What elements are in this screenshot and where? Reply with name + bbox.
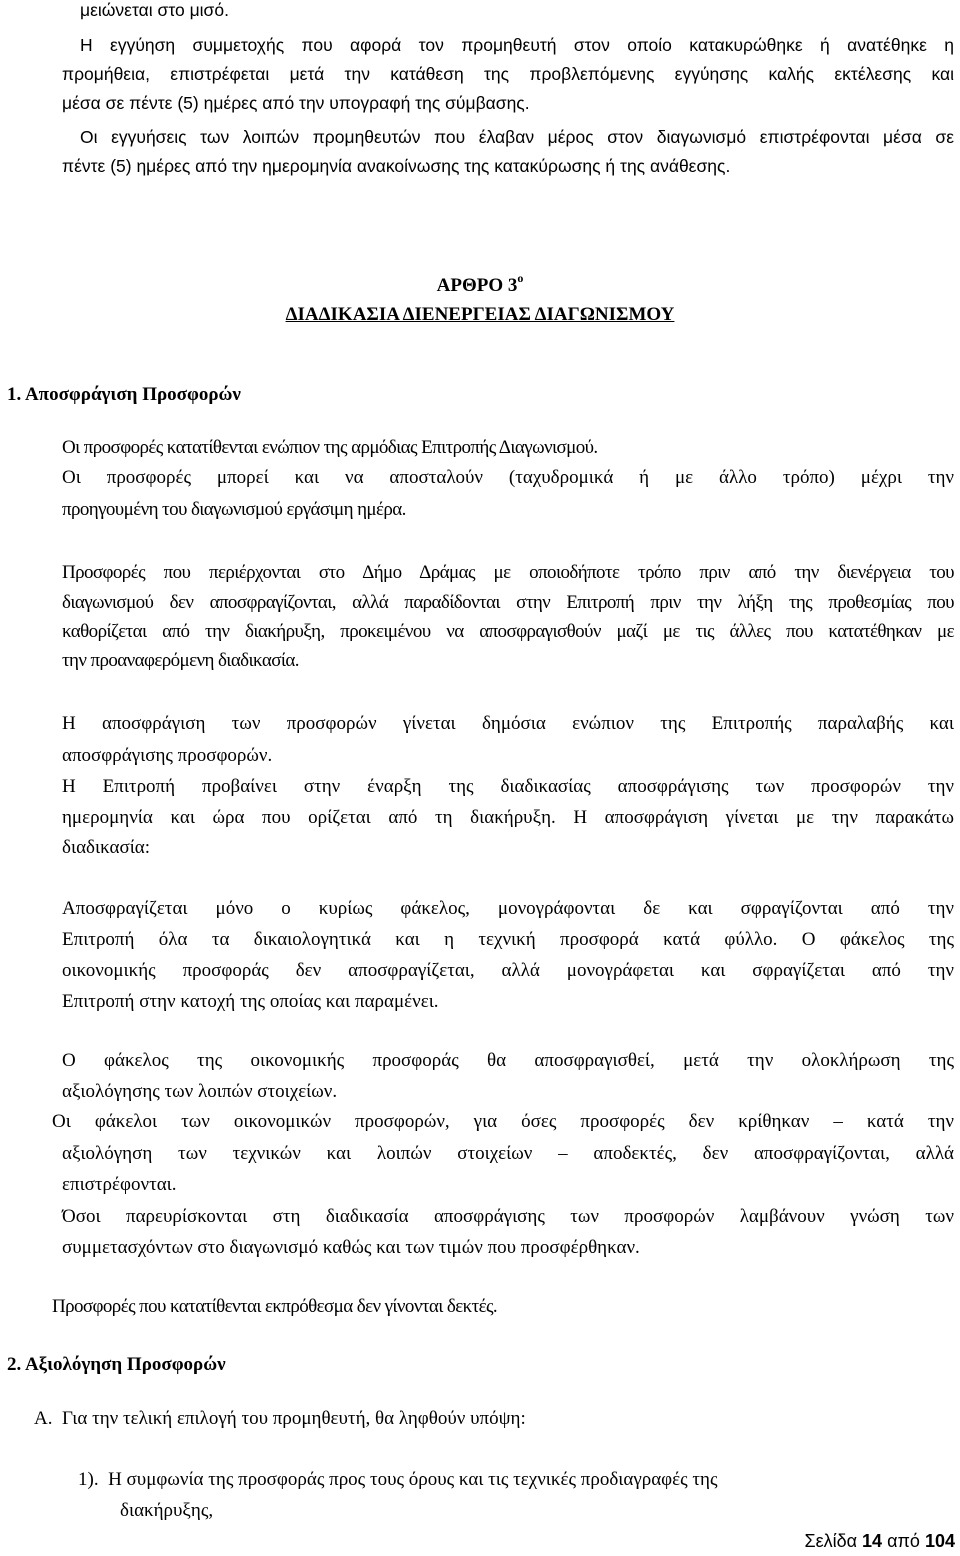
paragraph: διαγωνισμού δεν αποσφραγίζονται, αλλά παραδίδονται στην Επιτροπή πριν την λήξη της προθεσμίας που bbox=[62, 592, 954, 613]
total-pages: 104 bbox=[924, 1531, 955, 1551]
paragraph: αξιολόγησης των λοιπών στοιχείων. bbox=[62, 1081, 338, 1102]
paragraph: οικονομικής προσφοράς δεν αποσφραγίζεται, αλλά μονογράφεται και σφραγίζεται από την bbox=[62, 960, 954, 981]
paragraph: Επιτροπή όλα τα δικαιολογητικά και η τεχνική προσφορά κατά φύλλο. Ο φάκελος της bbox=[62, 929, 954, 950]
list-item: 1). Η συμφωνία της προσφοράς προς τους όρους και τις τεχνικές προδιαγραφές της bbox=[78, 1469, 718, 1490]
article-number bbox=[0, 271, 960, 301]
page-of-label: από bbox=[887, 1531, 920, 1551]
section-heading: 2. Αξιολόγηση Προσφορών bbox=[7, 1354, 226, 1375]
text-line: προμήθεια, επιστρέφεται μετά την κατάθεση της προβλεπόμενης εγγύησης καλής εκτέλεσης και bbox=[62, 64, 954, 84]
paragraph: αποσφράγισης προσφορών. bbox=[62, 745, 273, 766]
paragraph: συμμετασχόντων στο διαγωνισμό καθώς και των τιμών που προσφέρθηκαν. bbox=[62, 1237, 640, 1258]
paragraph: ημερομηνία και ώρα που ορίζεται από τη διακήρυξη. Η αποσφράγιση γίνεται με την παρακάτω bbox=[62, 807, 954, 828]
current-page: 14 bbox=[862, 1531, 883, 1551]
section-heading: 1. Αποσφράγιση Προσφορών bbox=[7, 384, 241, 405]
text-line: μειώνεται στο μισό. bbox=[80, 0, 229, 20]
paragraph: Όσοι παρευρίσκονται στη διαδικασία αποσφράγισης των προσφορών λαμβάνουν γνώση των bbox=[62, 1206, 954, 1227]
paragraph: Ο φάκελος της οικονομικής προσφοράς θα αποσφραγισθεί, μετά την ολοκλήρωση της bbox=[62, 1050, 954, 1071]
paragraph: αξιολόγηση των τεχνικών και λοιπών στοιχείων – αποδεκτές, δεν αποσφραγίζονται, αλλά bbox=[62, 1143, 954, 1164]
paragraph: Η αποσφράγιση των προσφορών γίνεται δημόσια ενώπιον της Επιτροπής παραλαβής και bbox=[62, 713, 954, 734]
page-label: Σελίδα bbox=[804, 1531, 858, 1551]
text-line: μέσα σε πέντε (5) ημέρες από την υπογραφή της σύμβασης. bbox=[62, 93, 530, 113]
article-title: ΔΙΑΔΙΚΑΣΙΑ ΔΙΕΝΕΡΓΕΙΑΣ ΔΙΑΓΩΝΙΣΜΟΥ bbox=[285, 304, 675, 325]
paragraph: Οι προσφορές κατατίθενται ενώπιον της αρμόδιας Επιτροπής Διαγωνισμού. bbox=[62, 437, 598, 458]
paragraph: προηγουμένη του διαγωνισμού εργάσιμη ημέρα. bbox=[62, 499, 406, 520]
paragraph: καθορίζεται από την διακήρυξη, προκειμένου να αποσφραγισθούν μαζί με τις άλλες που κατατέθηκαν με bbox=[62, 621, 954, 642]
paragraph: Επιτροπή στην κατοχή της οποίας και παραμένει. bbox=[62, 991, 439, 1012]
text-line: Η εγγύηση συμμετοχής που αφορά τον προμηθευτή στον οποίο κατακυρώθηκε ή ανατέθηκε η bbox=[80, 35, 954, 55]
paragraph: διαδικασία: bbox=[62, 837, 151, 858]
paragraph: επιστρέφονται. bbox=[62, 1174, 177, 1195]
list-intro: Α. Για την τελική επιλογή του προμηθευτή, θα ληφθούν υπόψη: bbox=[34, 1408, 526, 1429]
paragraph: Προσφορές που περιέρχονται στο Δήμο Δράμας με οποιοδήποτε τρόπο πριν από την διενέργεια του bbox=[62, 562, 954, 583]
paragraph: Η Επιτροπή προβαίνει στην έναρξη της διαδικασίας αποσφράγισης των προσφορών την bbox=[62, 776, 954, 797]
paragraph: Οι φάκελοι των οικονομικών προσφορών, για όσες προσφορές δεν κρίθηκαν – κατά την bbox=[52, 1111, 954, 1132]
paragraph: Οι προσφορές μπορεί και να αποσταλούν (ταχυδρομικά ή με άλλο τρόπο) μέχρι την bbox=[62, 467, 954, 488]
article-number-superscript: ο bbox=[517, 270, 524, 285]
paragraph: Προσφορές που κατατίθενται εκπρόθεσμα δεν γίνονται δεκτές. bbox=[52, 1296, 498, 1317]
text-line: πέντε (5) ημέρες από την ημερομηνία ανακοίνωσης της κατακύρωσης ή της ανάθεσης. bbox=[62, 156, 731, 176]
article-number-text: ΑΡΘΡΟ 3 bbox=[436, 275, 518, 296]
list-item: διακήρυξης, bbox=[120, 1500, 214, 1521]
paragraph: Αποσφραγίζεται μόνο ο κυρίως φάκελος, μονογράφονται δε και σφραγίζονται από την bbox=[62, 898, 954, 919]
page-number bbox=[804, 1526, 955, 1556]
paragraph: την προαναφερόμενη διαδικασία. bbox=[62, 650, 299, 671]
text-line: Οι εγγυήσεις των λοιπών προμηθευτών που έλαβαν μέρος στον διαγωνισμό επιστρέφονται μέσα σε bbox=[80, 127, 954, 147]
